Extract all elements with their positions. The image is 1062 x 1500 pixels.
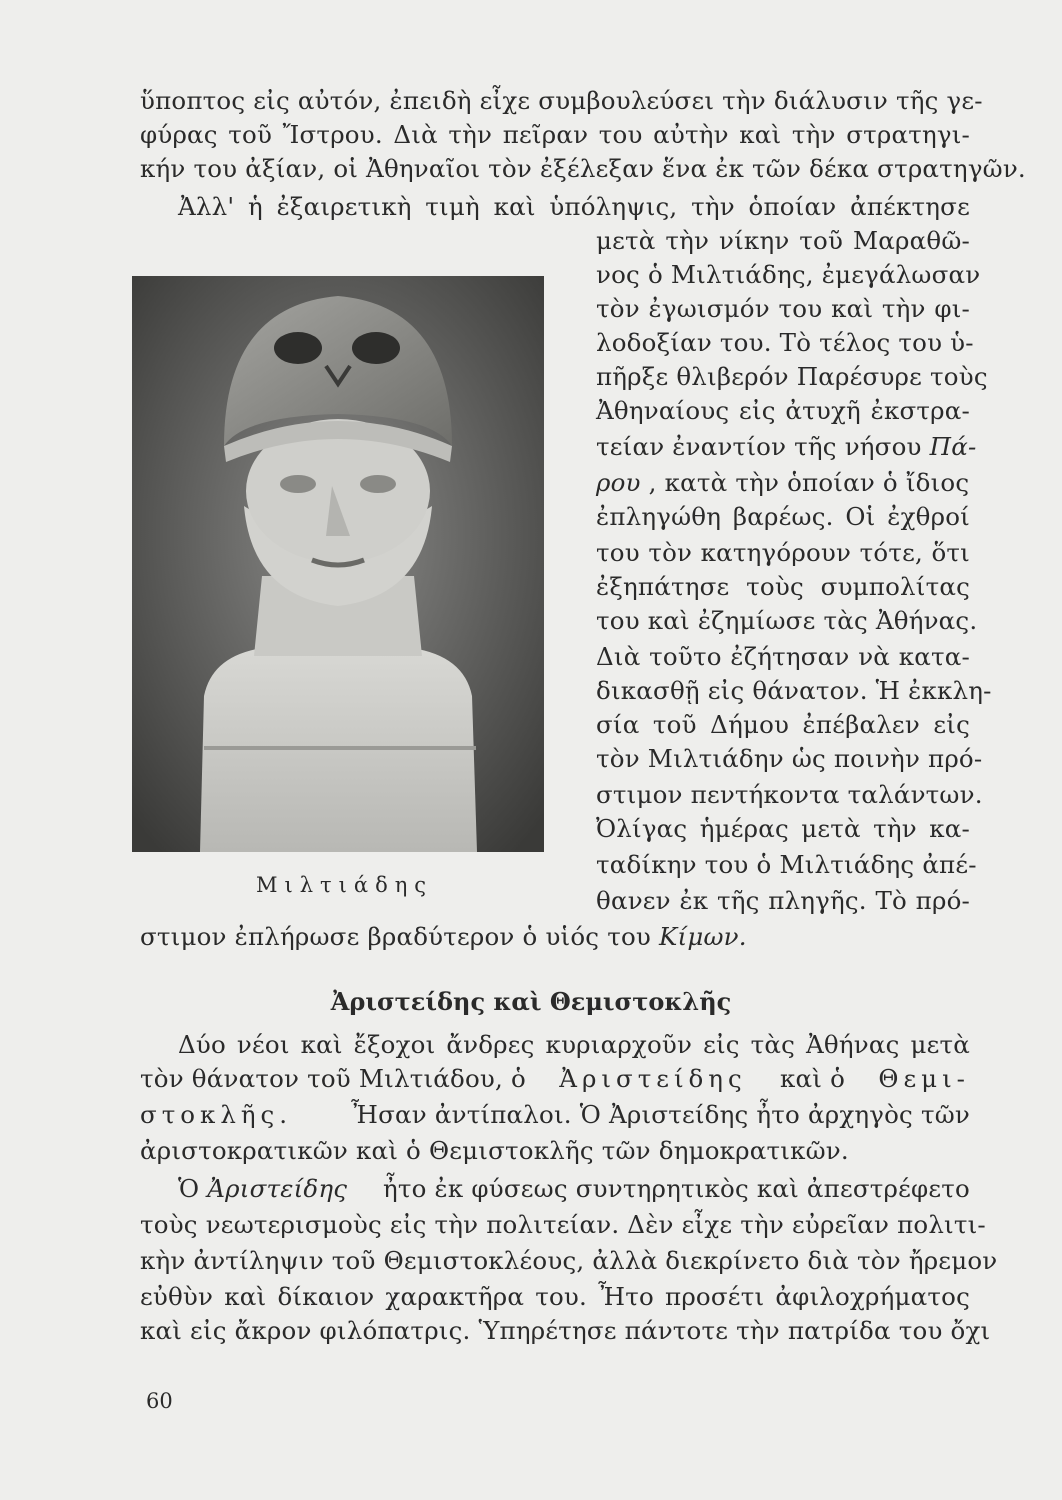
text-line: ὕποπτος εἰς αὐτόν, ἐπειδὴ εἶχε συμβουλεύσει τὴν διάλυσιν τῆς γε- — [140, 86, 983, 115]
text-line: Διὰ τοῦτο ἐζήτησαν νὰ κατα- — [596, 642, 970, 671]
name-spaced: Ἀριστείδης — [559, 1064, 747, 1093]
text-span: Ὁ — [178, 1174, 200, 1203]
page-number: 60 — [146, 1389, 173, 1413]
text-line: νος ὁ Μιλτιάδης, ἐμεγάλωσαν — [596, 260, 981, 289]
text-line: ταδίκην του ὁ Μιλτιάδης ἀπέ- — [596, 850, 977, 879]
text-line: θανεν ἐκ τῆς πληγῆς. Τὸ πρό- — [596, 886, 970, 915]
place-name-italic: ρου — [596, 468, 641, 497]
text-line: Δύο νέοι καὶ ἔξοχοι ἄνδρες κυριαρχοῦν εἰς τὰς Ἀθήνας μετὰ — [178, 1030, 970, 1059]
text-line: δικασθῇ εἰς θάνατον. Ἡ ἐκκλη- — [596, 676, 992, 705]
text-span: τείαν ἐναντίον τῆς νήσου — [596, 432, 922, 461]
text-line: λοδοξίαν του. Τὸ τέλος του ὑ- — [596, 328, 974, 357]
text-line: κήν του ἀξίαν, οἱ Ἀθηναῖοι τὸν ἐξέλεξαν ἕνα ἐκ τῶν δέκα στρατηγῶν. — [140, 154, 1026, 183]
text-line: ἐπληγώθη βαρέως. Οἱ ἐχθροί — [596, 502, 970, 531]
text-line — [140, 1062, 970, 1096]
text-span: Ἦσαν ἀντίπαλοι. Ὁ Ἀριστείδης ἦτο ἀρχηγὸς τῶν — [351, 1100, 970, 1129]
text-line: τὸν ἐγωισμόν του καὶ τὴν φι- — [596, 294, 970, 323]
image-caption: Μιλτιάδης — [256, 873, 434, 897]
name-spaced: Θεμι- — [878, 1064, 970, 1093]
text-line: πῆρξε θλιβερόν Παρέσυρε τοὺς — [596, 362, 988, 391]
text-span: στιμον ἐπλήρωσε βραδύτερον ὁ υἱός του — [140, 922, 652, 951]
name-italic: Κίμων. — [659, 922, 747, 951]
text-line: ἐξηπάτησε τοὺς συμπολίτας — [596, 572, 970, 601]
text-span: , κατὰ τὴν ὁποίαν ὁ ἴδιος — [648, 468, 970, 497]
name-italic: Ἀριστείδης — [207, 1174, 348, 1203]
text-span: τὸν θάνατον τοῦ Μιλτιάδου, ὁ — [140, 1064, 526, 1093]
text-line: Ὀλίγας ἡμέρας μετὰ τὴν κα- — [596, 814, 970, 843]
text-line — [140, 1172, 970, 1206]
text-line: τοὺς νεωτερισμοὺς εἰς τὴν πολιτείαν. Δὲν εἶχε τὴν εὐρεῖαν πολιτι- — [140, 1210, 986, 1239]
name-spaced: στοκλῆς. — [140, 1100, 293, 1129]
text-line: μετὰ τὴν νίκην τοῦ Μαραθῶ- — [596, 226, 970, 255]
text-line: τὸν Μιλτιάδην ὡς ποινὴν πρό- — [596, 744, 983, 773]
text-line: κὴν ἀντίληψιν τοῦ Θεμιστοκλέους, ἀλλὰ διεκρίνετο διὰ τὸν ἤρεμον — [140, 1246, 998, 1275]
text-line: σία τοῦ Δήμου ἐπέβαλεν εἰς — [596, 710, 970, 739]
text-line: στιμον πεντήκοντα ταλάντων. — [596, 780, 983, 809]
text-line: Ἀλλ' ἡ ἐξαιρετικὴ τιμὴ καὶ ὑπόληψις, τὴν ὁποίαν ἀπέκτησε — [178, 192, 970, 221]
text-line: Ἀθηναίους εἰς ἀτυχῆ ἐκστρα- — [596, 396, 970, 425]
text-line: εὐθὺν καὶ δίκαιον χαρακτῆρα του. Ἦτο προσέτι ἀφιλοχρήματος — [140, 1282, 970, 1311]
text-span — [178, 1172, 347, 1206]
text-line: καὶ εἰς ἄκρον φιλόπατρις. Ὑπηρέτησε πάντοτε τὴν πατρίδα του ὄχι — [140, 1316, 991, 1345]
text-line — [140, 920, 970, 954]
miltiades-bust-photo — [132, 276, 544, 852]
text-line: ἀριστοκρατικῶν καὶ ὁ Θεμιστοκλῆς τῶν δημοκρατικῶν. — [140, 1136, 849, 1165]
text-span: ἦτο ἐκ φύσεως συντηρητικὸς καὶ ἀπεστρέφετο — [382, 1174, 970, 1203]
text-span: καὶ ὁ — [780, 1064, 846, 1093]
text-line: του τὸν κατηγόρουν τότε, ὅτι — [596, 538, 970, 567]
text-span — [641, 468, 649, 497]
text-line — [596, 466, 970, 500]
text-line: του καὶ ἐζημίωσε τὰς Ἀθήνας. — [596, 606, 978, 635]
place-name-italic: Πά- — [929, 432, 977, 461]
text-line: φύρας τοῦ Ἴστρου. Διὰ τὴν πεῖραν του αὐτὴν καὶ τὴν στρατηγι- — [140, 120, 970, 149]
section-title: Ἀριστείδης καὶ Θεμιστοκλῆς — [330, 987, 732, 1016]
text-line — [596, 430, 977, 464]
text-line — [140, 1098, 970, 1132]
